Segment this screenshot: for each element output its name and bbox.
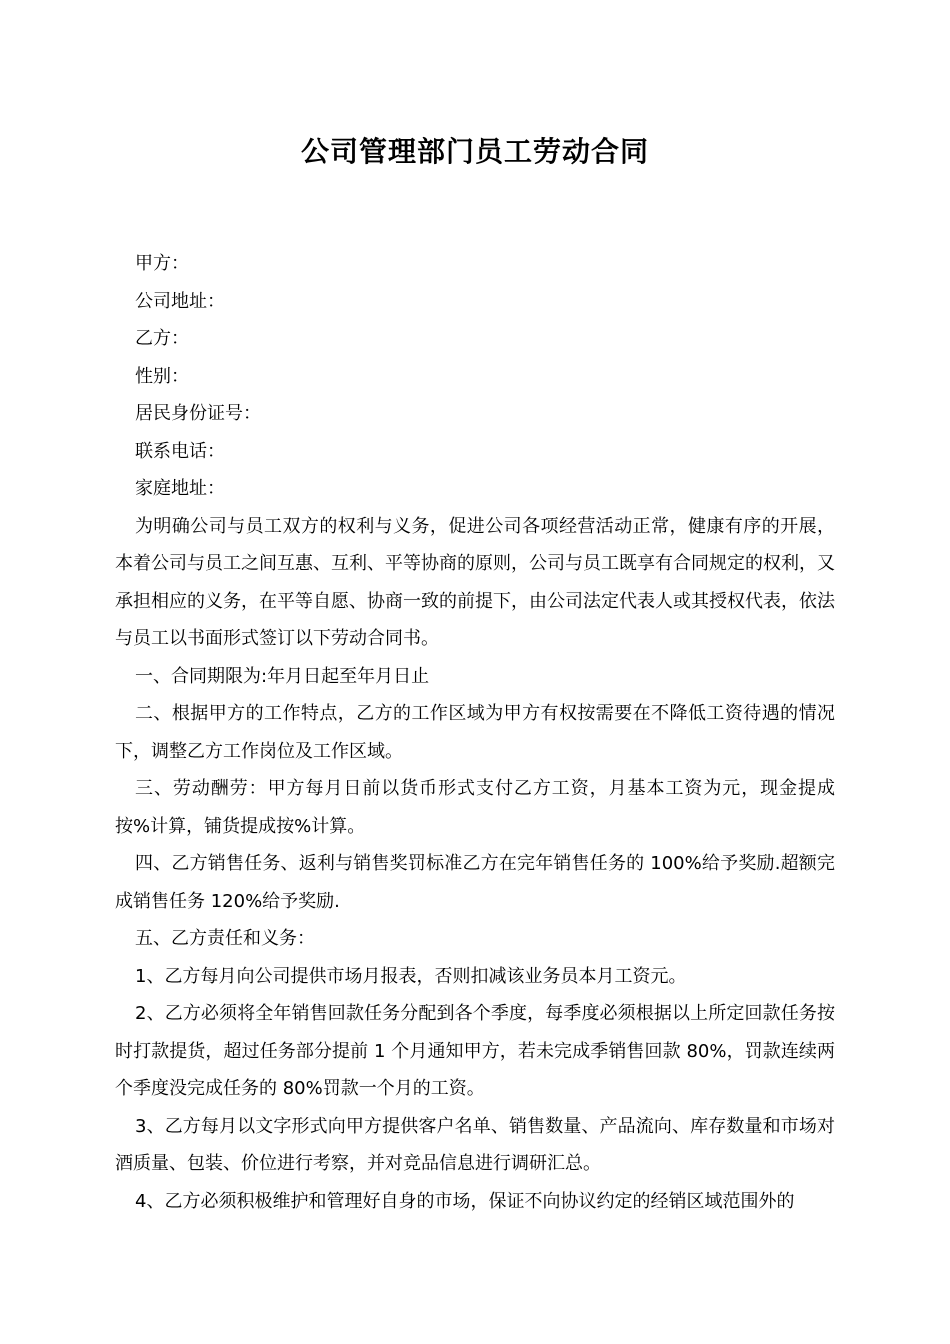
paragraph-responsibility-2: 2、乙方必须将全年销售回款任务分配到各个季度，每季度必须根据以上所定回款任务按时打款提货，超过任务部分提前 1 个月通知甲方，若未完成季销售回款 80%，罚款连续两个季度没完成任务的 80%罚款一个月的工资。 [115, 1003, 835, 1099]
paragraph-responsibilities-heading: 五、乙方责任和义务： [135, 928, 315, 949]
field-company-address: 公司地址： [135, 290, 225, 312]
field-gender: 性别： [135, 365, 189, 387]
field-phone: 联系电话： [135, 440, 225, 462]
field-home-address: 家庭地址： [135, 478, 225, 499]
document-body [115, 245, 835, 1220]
paragraph-term: 一、合同期限为:年月日起至年月日止 [135, 665, 430, 687]
paragraph-work-area: 二、根据甲方的工作特点，乙方的工作区域为甲方有权按需要在不降低工资待遇的情况下，调整乙方工作岗位及工作区域。 [115, 703, 835, 762]
paragraph-sales-targets: 四、乙方销售任务、返利与销售奖罚标准乙方在完年销售任务的 100%给予奖励.超额完成销售任务 120%给予奖励. [115, 853, 835, 912]
paragraph-preamble: 为明确公司与员工双方的权利与义务，促进公司各项经营活动正常，健康有序的开展，本着公司与员工之间互惠、互利、平等协商的原则，公司与员工既享有合同规定的权利，又承担相应的义务，在平等自愿、协商一致的前提下，由公司法定代表人或其授权代表，依法与员工以书面形式签订以下劳动合同书。 [115, 515, 835, 649]
field-id-number: 居民身份证号： [135, 403, 261, 424]
paragraph-responsibility-4: 4、乙方必须积极维护和管理好自身的市场，保证不向协议约定的经销区域范围外的 [135, 1190, 795, 1212]
paragraph-compensation: 三、劳动酬劳：甲方每月日前以货币形式支付乙方工资，月基本工资为元，现金提成按%计算，铺货提成按%计算。 [115, 778, 835, 837]
field-party-b: 乙方： [135, 328, 189, 349]
paragraph-responsibility-1: 1、乙方每月向公司提供市场月报表，否则扣减该业务员本月工资元。 [135, 965, 687, 987]
field-party-a: 甲方： [135, 253, 189, 274]
document-title: 公司管理部门员工劳动合同 [300, 135, 649, 168]
paragraph-responsibility-3: 3、乙方每月以文字形式向甲方提供客户名单、销售数量、产品流向、库存数量和市场对酒质量、包装、价位进行考察，并对竞品信息进行调研汇总。 [115, 1115, 835, 1174]
